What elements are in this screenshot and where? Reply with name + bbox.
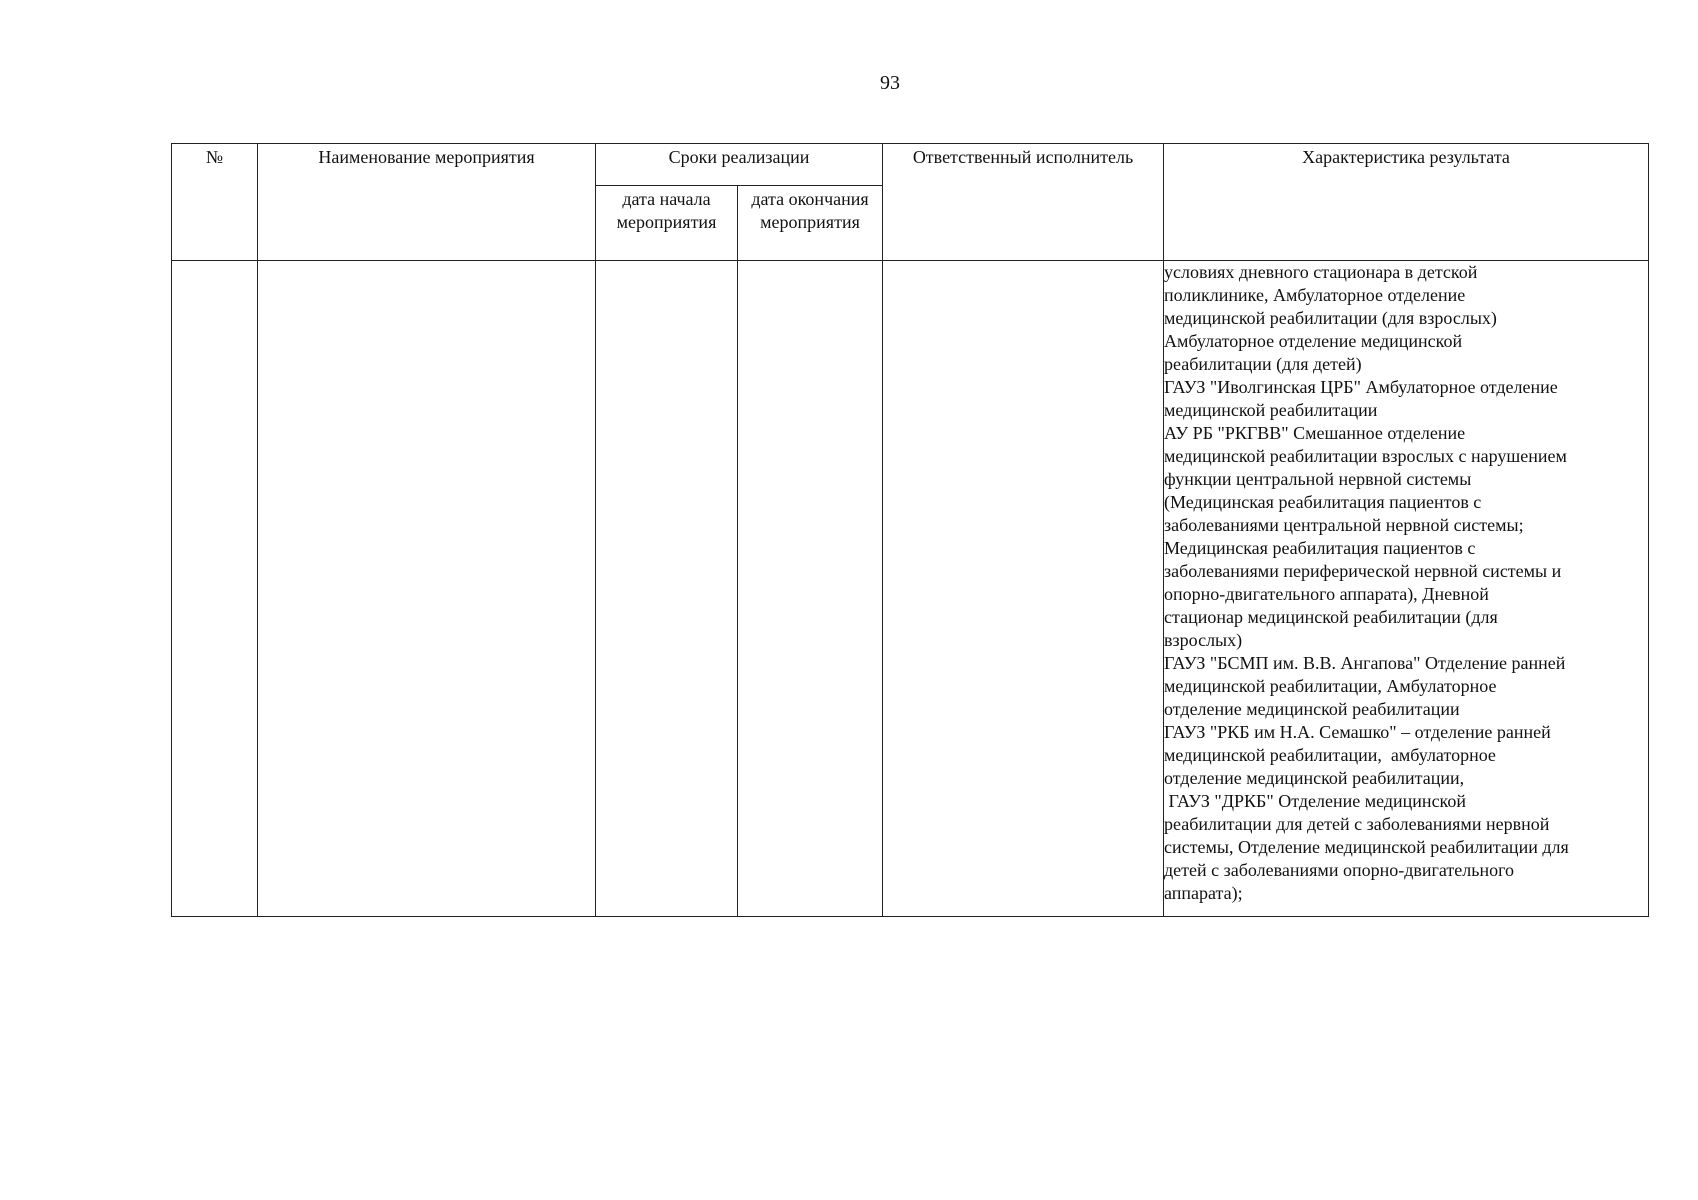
cell-start-date	[596, 261, 738, 917]
cell-responsible	[883, 261, 1164, 917]
result-line: медицинской реабилитации (для взрослых)	[1164, 308, 1497, 328]
cell-end-date	[738, 261, 883, 917]
result-line: поликлинике, Амбулаторное отделение	[1164, 285, 1466, 305]
result-line: Медицинская реабилитация пациентов с	[1164, 538, 1476, 558]
cell-event-name	[258, 261, 596, 917]
result-line: отделение медицинской реабилитации	[1164, 699, 1460, 719]
result-line: медицинской реабилитации, Амбулаторное	[1164, 676, 1497, 696]
header-end-date: дата окончания мероприятия	[738, 186, 883, 261]
result-line: ГАУЗ "ДРКБ" Отделение медицинской	[1164, 791, 1467, 811]
header-timeframe: Сроки реализации	[596, 144, 883, 186]
table-row	[172, 261, 1649, 917]
page-number: 93	[880, 72, 900, 94]
cell-number	[172, 261, 258, 917]
result-line: медицинской реабилитации, амбулаторное	[1164, 745, 1496, 765]
result-line: реабилитации (для детей)	[1164, 354, 1362, 374]
result-line: отделение медицинской реабилитации,	[1164, 768, 1465, 788]
result-line: ГАУЗ "РКБ им Н.А. Семашко" – отделение ранней	[1164, 722, 1551, 742]
result-line: заболеваниями периферической нервной системы и	[1164, 561, 1562, 581]
header-result: Характеристика результата	[1164, 144, 1649, 261]
result-line: опорно-двигательного аппарата), Дневной	[1164, 584, 1489, 604]
header-number: №	[172, 144, 258, 261]
result-line: медицинской реабилитации	[1164, 400, 1378, 420]
result-line: ГАУЗ "БСМП им. В.В. Ангапова" Отделение ранней	[1164, 653, 1566, 673]
result-line: ГАУЗ "Иволгинская ЦРБ" Амбулаторное отделение	[1164, 377, 1558, 397]
result-line: стационар медицинской реабилитации (для	[1164, 607, 1498, 627]
activities-table	[171, 143, 1649, 917]
result-line: Амбулаторное отделение медицинской	[1164, 331, 1463, 351]
table-header-row	[172, 144, 1649, 186]
result-line: взрослых)	[1164, 630, 1243, 650]
result-line: функции центральной нервной системы	[1164, 469, 1472, 489]
result-line: АУ РБ "РКГВВ" Смешанное отделение	[1164, 423, 1466, 443]
result-line: детей с заболеваниями опорно-двигательного	[1164, 860, 1515, 880]
result-line: аппарата);	[1164, 883, 1243, 903]
cell-result	[1164, 261, 1649, 917]
result-line: системы, Отделение медицинской реабилитации для	[1164, 837, 1569, 857]
result-line: медицинской реабилитации взрослых с нарушением	[1164, 446, 1567, 466]
header-start-date: дата начала мероприятия	[596, 186, 738, 261]
header-event-name: Наименование мероприятия	[258, 144, 596, 261]
header-responsible: Ответственный исполнитель	[883, 144, 1164, 261]
result-text	[1164, 261, 1648, 905]
result-line: заболеваниями центральной нервной системы;	[1164, 515, 1524, 535]
result-line: (Медицинская реабилитация пациентов с	[1164, 492, 1482, 512]
result-line: реабилитации для детей с заболеваниями нервной	[1164, 814, 1550, 834]
result-line: условиях дневного стационара в детской	[1164, 262, 1478, 282]
